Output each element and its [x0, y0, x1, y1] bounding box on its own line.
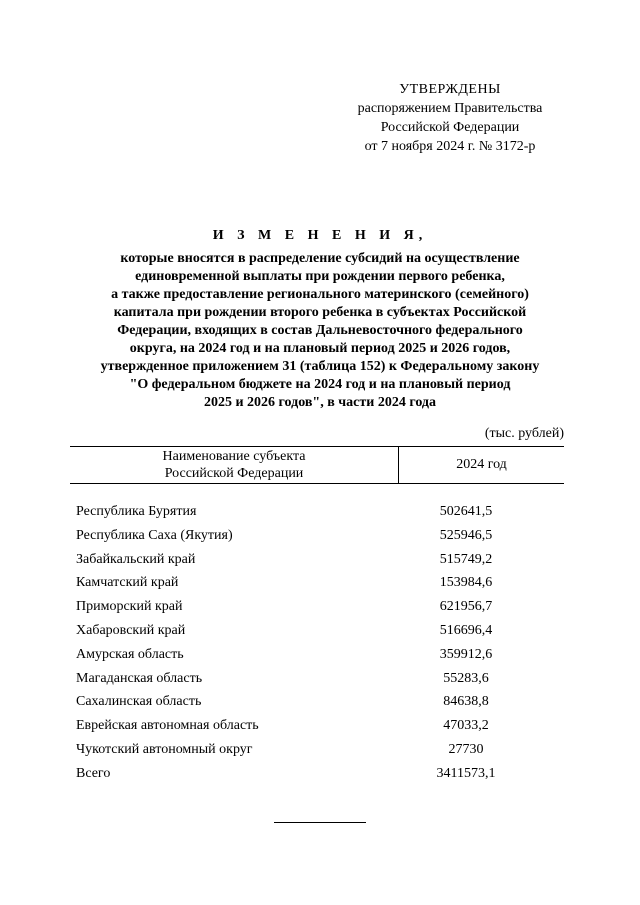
table-row: [76, 690, 564, 714]
header-subject-name: Наименование субъекта Российской Федерации: [70, 447, 399, 483]
row-value: 47033,2: [443, 718, 489, 734]
row-subject-name: Камчатский край: [76, 575, 179, 591]
table-body: [76, 500, 564, 786]
row-subject-name: Забайкальский край: [76, 551, 196, 567]
approval-line-3: от 7 ноября 2024 г. № 3172-р: [364, 139, 536, 154]
row-subject-name: Приморский край: [76, 599, 183, 615]
approval-heading: УТВЕРЖДЕНЫ: [399, 82, 501, 97]
table-row: [76, 548, 564, 572]
header-year: 2024 год: [456, 457, 507, 472]
row-value: 502641,5: [439, 504, 493, 519]
table-header: [70, 446, 564, 484]
table-row: [76, 643, 564, 667]
units-label: (тыс. рублей): [484, 426, 564, 441]
table-row: [76, 571, 564, 595]
row-subject-name: Еврейская автономная область: [76, 718, 259, 734]
approval-line-2: Российской Федерации: [380, 120, 520, 135]
row-subject-name: Сахалинская область: [76, 694, 202, 710]
row-value: 3411573,1: [436, 765, 496, 781]
document-title: [60, 226, 580, 412]
row-subject-name: Республика Бурятия: [76, 504, 197, 519]
row-subject-name: Хабаровский край: [76, 622, 186, 638]
table-row: [76, 619, 564, 643]
table-row: [76, 738, 564, 762]
row-subject-name: Республика Саха (Якутия): [76, 527, 233, 543]
row-value: 153984,6: [439, 575, 493, 591]
row-value: 27730: [448, 741, 484, 757]
row-value: 621956,7: [439, 599, 493, 615]
row-subject-name: Чукотский автономный округ: [76, 741, 253, 757]
row-value: 84638,8: [443, 694, 489, 710]
row-value: 525946,5: [439, 527, 493, 543]
title-main: И З М Е Н Е Н И Я,: [212, 228, 428, 243]
row-subject-name: Всего: [76, 765, 111, 781]
title-subtitle: которые вносятся в распределение субсидий на осуществление единовременной выплаты при рождении первого ребенка, а также предоставление регионального материнского (семейного) капитала при рождении второго ребенка в субъектах Российской Федерации, входящих в состав Дальневосточного федерального округа, на 2024 год и на плановый период 2025 и 2026 годов, утвержденное приложением 31 (таблица 152) к Федеральному закону "О федеральном бюджете на 2024 год и на плановый период 2025 и 2026 годов", в части 2024 года: [100, 251, 540, 410]
table-row: [76, 714, 564, 738]
row-subject-name: Амурская область: [76, 646, 184, 662]
row-value: 359912,6: [439, 646, 493, 662]
end-divider: [274, 822, 366, 823]
row-subject-name: Магаданская область: [76, 670, 203, 686]
table-row: [76, 500, 564, 524]
row-value: 515749,2: [439, 551, 493, 567]
approval-line-1: распоряжением Правительства: [357, 101, 543, 116]
approval-block: [340, 80, 560, 156]
table-row: [76, 667, 564, 691]
row-value: 516696,4: [439, 622, 493, 638]
row-value: 55283,6: [443, 670, 489, 686]
table-row: [76, 595, 564, 619]
table-row: [76, 524, 564, 548]
table-row: [76, 762, 564, 786]
